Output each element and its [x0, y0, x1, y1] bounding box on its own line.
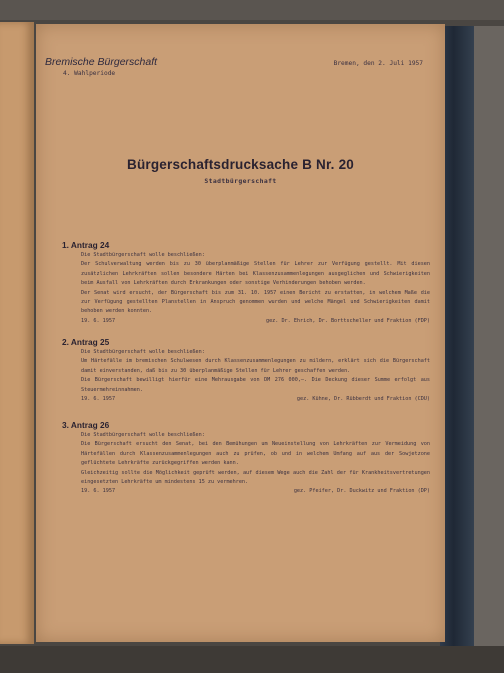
motion-paragraph: Der Senat wird ersucht, der Bürgerschaft bis zum 31. 10. 1957 einen Bericht zu erstatten, in welchem Maße die zur Verfügung gestellten Planstellen in Anspruch genommen wurden und welche Mängel und Schwierigkeiten damit behoben werden konnten.: [81, 289, 430, 315]
motion-paragraph: Die Bürgerschaft bewilligt hierfür eine Mehrausgabe von DM 276 000,—. Die Deckung dieser Summe erfolgt aus Steuermehreinnahmen.: [81, 377, 430, 393]
motion-paragraph: Gleichzeitig sollte die Möglichkeit geprüft werden, auf diesem Wege auch die Zahl der für Krankheitsvertretungen eingesetzten Lehrkräfte um mindestens 15 zu vermehren.: [81, 469, 430, 486]
motion-signature: gez. Dr. Ehrich, Dr. Borttscheller und Fraktion (FDP): [265, 317, 430, 324]
desk-background-bottom: [0, 646, 504, 673]
book-binding: [440, 26, 474, 646]
document-subtitle: Stadtbürgerschaft: [204, 177, 277, 185]
motion-intro: Die Stadtbürgerschaft wolle beschließen:: [81, 349, 205, 355]
motion-title: 1. Antrag 24: [62, 240, 110, 250]
motion-intro: Die Stadtbürgerschaft wolle beschließen:: [81, 432, 205, 438]
motion-date: 19. 6. 1957: [81, 317, 116, 324]
motion-section-2: [62, 337, 430, 404]
motion-title: 3. Antrag 26: [62, 420, 110, 430]
motion-signature: gez. Pfeifer, Dr. Duckwitz und Fraktion (DP): [293, 488, 430, 495]
title-block: [36, 157, 445, 185]
motion-date: 19. 6. 1957: [81, 396, 116, 403]
motion-section-1: [62, 240, 430, 326]
signature-row: [81, 317, 430, 326]
signature-row: [81, 487, 430, 496]
motion-title: 2. Antrag 25: [62, 337, 110, 347]
motion-date: 19. 6. 1957: [81, 488, 116, 495]
motion-paragraph: Der Schulverwaltung werden bis zu 30 überplanmäßige Stellen für Lehrer zur Verfügung gestellt. Mit diesen zusätzlichen Lehrkräften sollen besondere Härten bei Klassenzusammenlegungen ausgeglichen und Schwierigkeiten beim Ausfall von Lehrkräften durch Erkrankungen oder sonstige Verhinderungen behoben werden.: [81, 261, 430, 287]
motion-signature: gez. Kühne, Dr. Rübberdt und Fraktion (CDU): [296, 396, 430, 403]
motion-paragraph: Die Bürgerschaft ersucht den Senat, bei den Bemühungen um Neueinstellung von Lehrkräften zur Vermeidung von Härtefällen durch Klassenzusammenlegungen auch zu prüfen, ob und in welchem Umfang auf aus der Sowjetzone geflüchtete Lehrkräfte zurückgegriffen werden kann.: [81, 441, 430, 467]
signature-row: [81, 395, 430, 404]
motion-intro: Die Stadtbürgerschaft wolle beschließen:: [81, 252, 205, 258]
document-page: [36, 24, 445, 642]
desk-background-top: [0, 0, 504, 20]
letterhead: [45, 56, 157, 77]
binding-edge: [474, 26, 504, 646]
document-title: Bürgerschaftsdrucksache B Nr. 20: [127, 157, 354, 172]
motion-section-3: [62, 420, 430, 497]
place-date: Bremen, den 2. Juli 1957: [333, 60, 423, 67]
motion-paragraph: Um Härtefälle im bremischen Schulwesen durch Klassenzusammenlegungen zu mildern, erklärt sich die Bürgerschaft damit einverstanden, daß bis zu 30 überplanmäßige Stellen für Lehrer geschaffen werden.: [81, 358, 430, 374]
organization-name: Bremische Bürgerschaft: [45, 56, 158, 68]
legislative-period: 4. Wahlperiode: [63, 70, 116, 77]
left-page-edge: [0, 22, 34, 644]
